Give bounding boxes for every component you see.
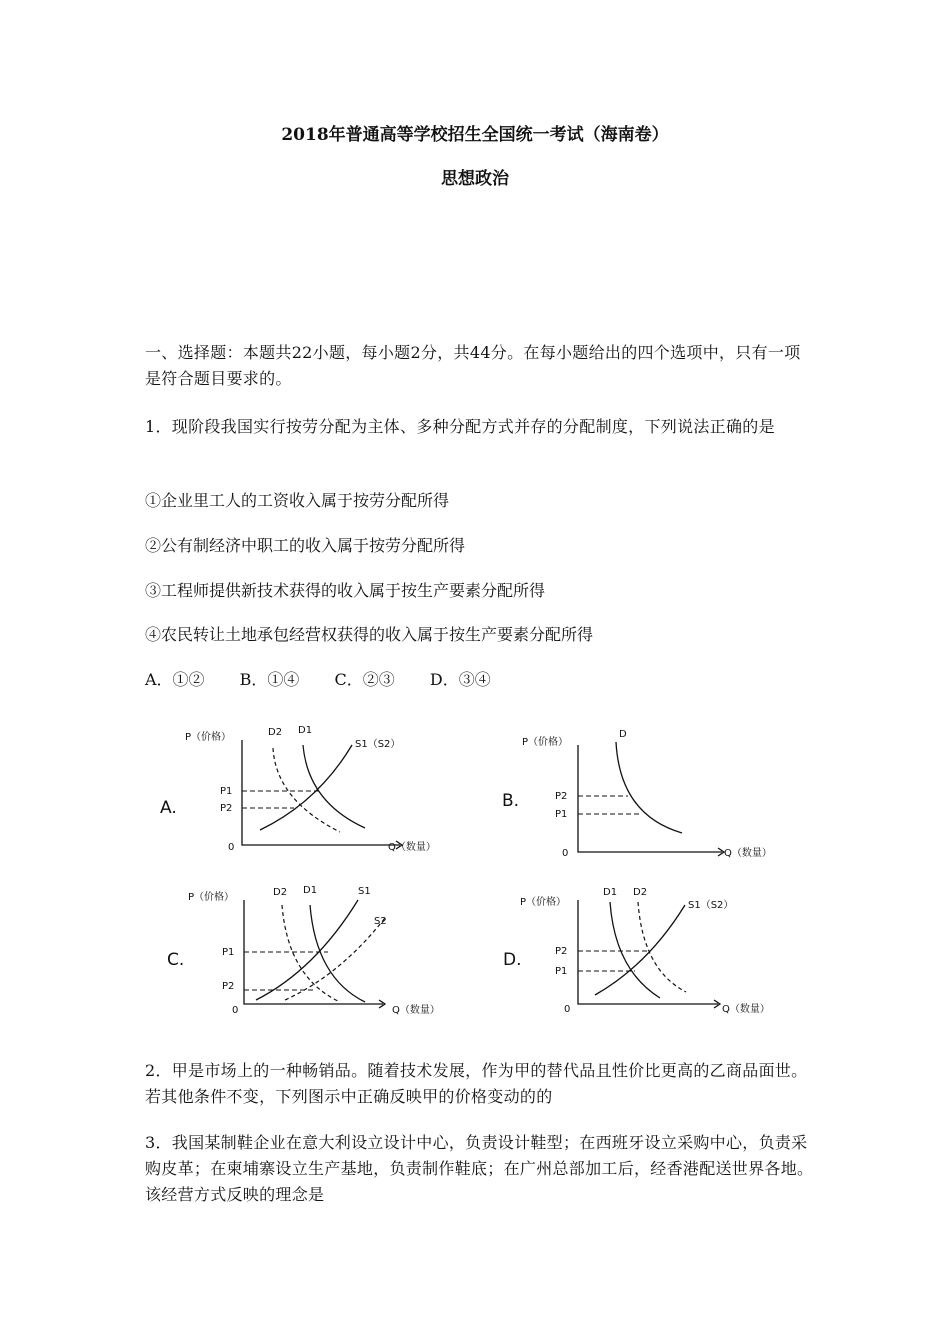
graph-b-axes (578, 745, 722, 852)
graph-a-origin: 0 (228, 842, 235, 853)
graph-a (160, 720, 450, 865)
graph-a-p1-label: P1 (220, 786, 233, 797)
graph-a-d1-label: D1 (298, 725, 313, 736)
question-1-stem: 1．现阶段我国实行按劳分配为主体、多种分配方式并存的分配制度，下列说法正确的是 (145, 417, 775, 436)
graph-c-d1-label: D1 (303, 885, 318, 896)
graph-d-letter: D. (503, 950, 522, 970)
graph-d-p1-label: P1 (555, 966, 568, 977)
graph-d-y-axis-label: P（价格） (520, 897, 567, 908)
graph-d-d1-curve (610, 902, 660, 998)
graph-a-s-label: S1（S2） (355, 739, 401, 750)
graph-d-origin: 0 (564, 1004, 571, 1015)
graph-d-d2-label: D2 (633, 887, 648, 898)
statement-3: ③工程师提供新技术获得的收入属于按生产要素分配所得 (145, 581, 546, 600)
statement-2: ②公有制经济中职工的收入属于按劳分配所得 (145, 536, 466, 555)
option-a: A．①② (145, 670, 205, 689)
graph-c-p1-label: P1 (222, 947, 235, 958)
question-2-stem: 2．甲是市场上的一种畅销品。随着技术发展，作为甲的替代品且性价比更高的乙商品面世。若其他条件不变，下列图示中正确反映甲的价格变动的的 (145, 1061, 808, 1106)
option-b: B．①④ (239, 670, 300, 689)
graph-b-p2-label: P2 (555, 791, 568, 802)
graph-a-y-axis-label: P（价格） (185, 732, 232, 743)
graph-a-p2-label: P2 (220, 803, 233, 814)
graph-d-x-axis-label: Q（数量） (722, 1004, 770, 1015)
graph-c-s2-label: S2 (374, 916, 387, 927)
graph-c-x-axis-label: Q（数量） (392, 1005, 440, 1016)
graph-b-x-axis-label: Q（数量） (724, 848, 772, 859)
section-intro: 一、选择题：本题共22小题，每小题2分，共44分。在每小题给出的四个选项中，只有一项是符合题目要求的。 (145, 343, 801, 388)
graph-d-d1-label: D1 (603, 887, 618, 898)
graph-a-axes (242, 740, 400, 845)
graph-b-p1-label: P1 (555, 809, 568, 820)
option-c: C．②③ (334, 670, 395, 689)
question-1-options (145, 667, 521, 690)
statement-4: ④农民转让土地承包经营权获得的收入属于按生产要素分配所得 (145, 625, 594, 644)
graph-d-p2-label: P2 (555, 946, 568, 957)
graph-a-d2-label: D2 (268, 727, 283, 738)
graph-c-letter: C. (167, 950, 185, 970)
option-d: D．③④ (429, 670, 491, 689)
graph-b (500, 720, 790, 865)
statement-1: ①企业里工人的工资收入属于按劳分配所得 (145, 491, 450, 510)
graph-c-s1-label: S1 (358, 886, 371, 897)
question-3-stem: 3．我国某制鞋企业在意大利设立设计中心，负责设计鞋型；在西班牙设立采购中心，负责采购皮革；在柬埔寨设立生产基地，负责制作鞋底；在广州总部加工后，经香港配送世界各地。该经营方式反映的理念是 (145, 1133, 814, 1204)
graph-c-s1-curve (256, 900, 358, 1000)
graph-c-d2-label: D2 (273, 887, 288, 898)
graph-c-origin: 0 (232, 1005, 239, 1016)
graph-c-y-axis-label: P（价格） (188, 892, 235, 903)
graph-b-letter: B. (502, 791, 520, 811)
graph-d-s-label: S1（S2） (688, 900, 734, 911)
graph-c-d2-curve (282, 905, 340, 1002)
exam-title: 2018年普通高等学校招生全国统一考试（海南卷） (281, 125, 669, 145)
graph-a-letter: A. (160, 798, 177, 818)
graph-a-d2-curve (273, 748, 340, 832)
graph-c (160, 880, 450, 1025)
graph-c-s2-curve (285, 918, 385, 1000)
graph-b-d-label: D (619, 729, 627, 740)
graph-b-d-curve (616, 742, 682, 833)
graph-a-x-axis-label: Q（数量） (388, 842, 436, 853)
graph-d (500, 880, 790, 1025)
exam-subject: 思想政治 (441, 169, 509, 189)
graph-b-origin: 0 (562, 848, 569, 859)
graph-c-p2-label: P2 (222, 981, 235, 992)
graph-b-y-axis-label: P（价格） (522, 737, 569, 748)
